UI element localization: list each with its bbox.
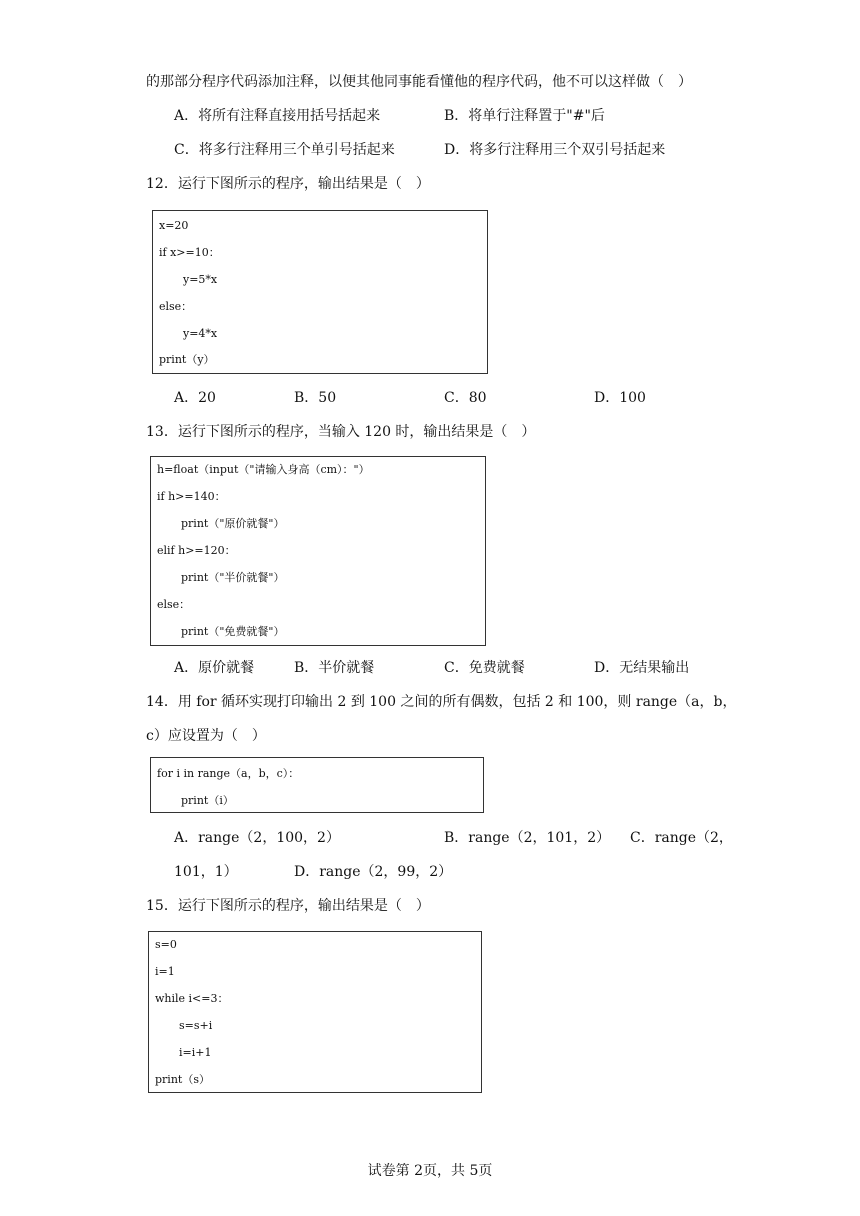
q14-option-a: A．range（2，100，2） xyxy=(174,830,340,846)
code-line: i=i+1 xyxy=(179,1046,212,1059)
q14-option-c: C．range（2， xyxy=(630,830,733,846)
q11-option-c: C．将多行注释用三个单引号括起来 xyxy=(174,142,395,158)
q11-stem: 的那部分程序代码添加注释，以便其他同事能看懂他的程序代码，他不可以这样做（ ） xyxy=(146,74,692,90)
code-line: y=4*x xyxy=(183,327,218,340)
code-line: print（i） xyxy=(181,794,234,807)
code-line: if h>=140： xyxy=(157,490,226,503)
q12-code-box xyxy=(152,210,488,374)
code-line: s=0 xyxy=(155,938,177,951)
q12-option-d: D．100 xyxy=(594,390,646,406)
code-line: s=s+i xyxy=(179,1019,213,1032)
code-line: y=5*x xyxy=(183,273,218,286)
code-line: print（s） xyxy=(155,1073,210,1086)
q14-option-d: D．range（2，99，2） xyxy=(294,864,453,880)
code-line: else： xyxy=(157,598,191,611)
code-line: elif h>=120： xyxy=(157,544,236,557)
q14-stem-line2: c）应设置为（ ） xyxy=(146,728,266,744)
code-line: i=1 xyxy=(155,965,175,978)
q11-option-b: B．将单行注释置于"#"后 xyxy=(444,108,605,124)
q11-option-d: D．将多行注释用三个双引号括起来 xyxy=(444,142,666,158)
code-line: else： xyxy=(159,300,193,313)
page-footer: 试卷第 2页，共 5页 xyxy=(367,1163,493,1179)
code-line: h=float（input（"请输入身高（cm）："） xyxy=(157,463,370,476)
q12-stem: 12．运行下图所示的程序，输出结果是（ ） xyxy=(146,176,430,192)
code-line: print（"免费就餐"） xyxy=(181,625,285,638)
q13-stem: 13．运行下图所示的程序，当输入 120 时，输出结果是（ ） xyxy=(146,424,536,440)
code-line: while i<=3： xyxy=(155,992,229,1005)
q13-code-box xyxy=(150,456,486,646)
q14-option-b: B．range（2，101，2） xyxy=(444,830,611,846)
code-line: print（y） xyxy=(159,353,215,366)
q13-option-b: B．半价就餐 xyxy=(294,660,375,676)
q11-option-a: A．将所有注释直接用括号括起来 xyxy=(174,108,381,124)
code-line: print（"半价就餐"） xyxy=(181,571,285,584)
q15-code-box xyxy=(148,931,482,1093)
q13-option-a: A．原价就餐 xyxy=(174,660,255,676)
q13-option-c: C．免费就餐 xyxy=(444,660,525,676)
q14-stem-line1: 14．用 for 循环实现打印输出 2 到 100 之间的所有偶数，包括 2 和 100，则 range（a，b， xyxy=(146,694,737,710)
q13-option-d: D．无结果输出 xyxy=(594,660,690,676)
q12-option-b: B．50 xyxy=(294,390,337,406)
code-line: if x>=10： xyxy=(159,246,220,259)
q12-option-c: C．80 xyxy=(444,390,487,406)
code-line: x=20 xyxy=(159,219,189,232)
q14-option-c-continued: 101，1） xyxy=(174,864,238,880)
q14-code-box xyxy=(150,757,484,813)
q15-stem: 15．运行下图所示的程序，输出结果是（ ） xyxy=(146,898,430,914)
code-line: for i in range（a，b，c）： xyxy=(157,767,300,780)
code-line: print（"原价就餐"） xyxy=(181,517,285,530)
q12-option-a: A．20 xyxy=(174,390,216,406)
